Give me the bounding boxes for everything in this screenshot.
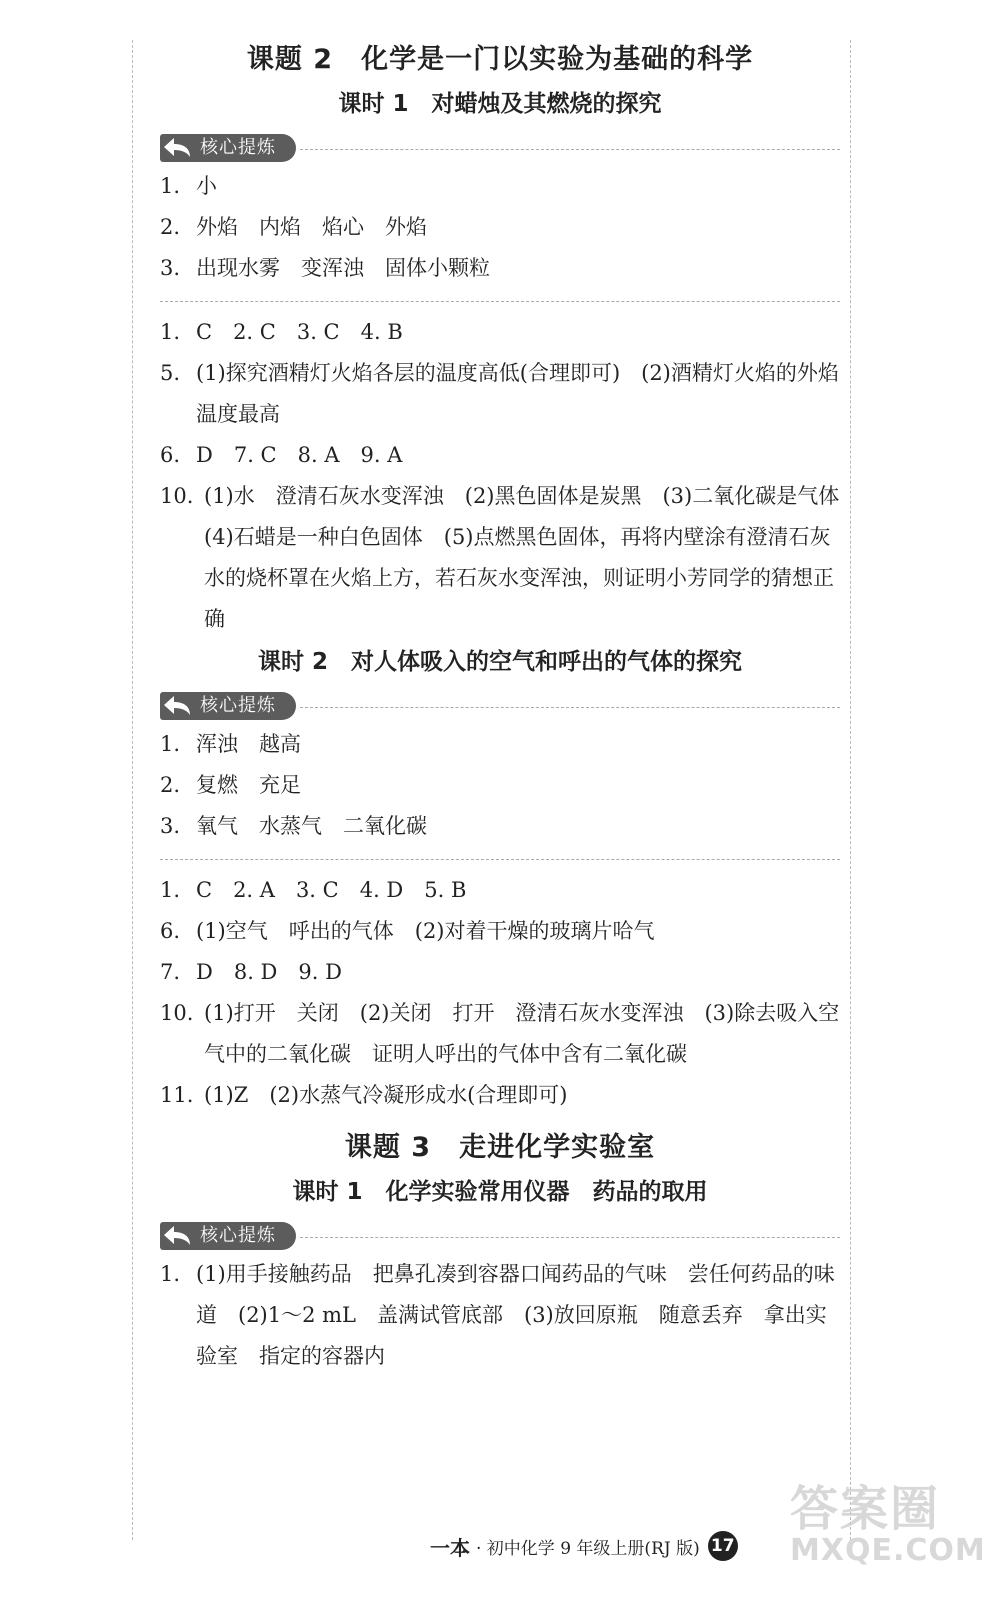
core-tag-row [160,132,840,166]
lesson-title: 课时 1 化学实验常用仪器 药品的取用 [292,1179,708,1205]
left-margin-dashed-line [132,40,133,1540]
core-tag: 核心提炼 [160,692,296,720]
answer-item: 3. 出现水雾 变浑浊 固体小颗粒 [160,256,490,280]
section-title: 课题 2 化学是一门以实验为基础的科学 [246,44,754,75]
footer-brand: 一本 [430,1535,470,1560]
core-tag: 核心提炼 [160,134,296,162]
core-tag-row [160,1220,840,1254]
answer-item: 1. 浑浊 越高 [160,732,301,756]
answer-item: 1. C 2. A 3. C 4. D 5. B [160,878,467,902]
page-number: 17 [708,1531,738,1561]
answer-content [160,38,861,1377]
answer-item: 5. (1)探究酒精灯火焰各层的温度高低(合理即可) (2)酒精灯火焰的外焰温度最高 [160,361,839,426]
core-tag: 核心提炼 [160,1222,296,1250]
right-margin-dashed-line [850,40,851,1540]
tag-divider [300,1237,840,1238]
lesson-title: 课时 2 对人体吸入的空气和呼出的气体的探究 [257,649,742,675]
site-watermark: 答案圈 MXQE.COM [790,1481,986,1568]
footer-book-title: · 初中化学 9 年级上册(RJ 版) [476,1538,700,1559]
answer-item: 2. 外焰 内焰 焰心 外焰 [160,215,427,239]
return-arrow-icon [160,134,196,162]
answer-item: 1. 小 [160,174,217,198]
answer-item: 1. (1)用手接触药品 把鼻孔凑到容器口闻药品的气味 尝任何药品的味道 (2)1～2 mL 盖满试管底部 (3)放回原瓶 随意丢弃 拿出实验室 指定的容器内 [160,1262,835,1368]
tag-divider [300,707,840,708]
answer-item: 7. D 8. D 9. D [160,960,342,984]
section-title: 课题 3 走进化学实验室 [344,1132,656,1163]
section-divider [160,301,840,302]
return-arrow-icon [160,692,196,720]
answer-item: 2. 复燃 充足 [160,773,301,797]
answer-item: 10. (1)水 澄清石灰水变浑浊 (2)黑色固体是炭黑 (3)二氧化碳是气体 (4)石蜡是一种白色固体 (5)点燃黑色固体，再将内壁涂有澄清石灰水的烧杯罩在火焰上方，若石灰水变浑浊，则证明小芳同学的猜想正确 [160,484,861,631]
page-footer [430,1528,738,1564]
answer-item: 11. (1)Z (2)水蒸气冷凝形成水(合理即可) [160,1083,568,1107]
answer-item: 6. D 7. C 8. A 9. A [160,443,403,467]
return-arrow-icon [160,1222,196,1250]
core-tag-row [160,690,840,724]
answer-item: 6. (1)空气 呼出的气体 (2)对着干燥的玻璃片哈气 [160,919,655,943]
answer-item: 3. 氧气 水蒸气 二氧化碳 [160,814,427,838]
lesson-title: 课时 1 对蜡烛及其燃烧的探究 [338,91,662,117]
answer-item: 10. (1)打开 关闭 (2)关闭 打开 澄清石灰水变浑浊 (3)除去吸入空气中的二氧化碳 证明人呼出的气体中含有二氧化碳 [160,1001,840,1066]
section-divider [160,859,840,860]
answer-item: 1. C 2. C 3. C 4. B [160,320,403,344]
tag-divider [300,149,840,150]
